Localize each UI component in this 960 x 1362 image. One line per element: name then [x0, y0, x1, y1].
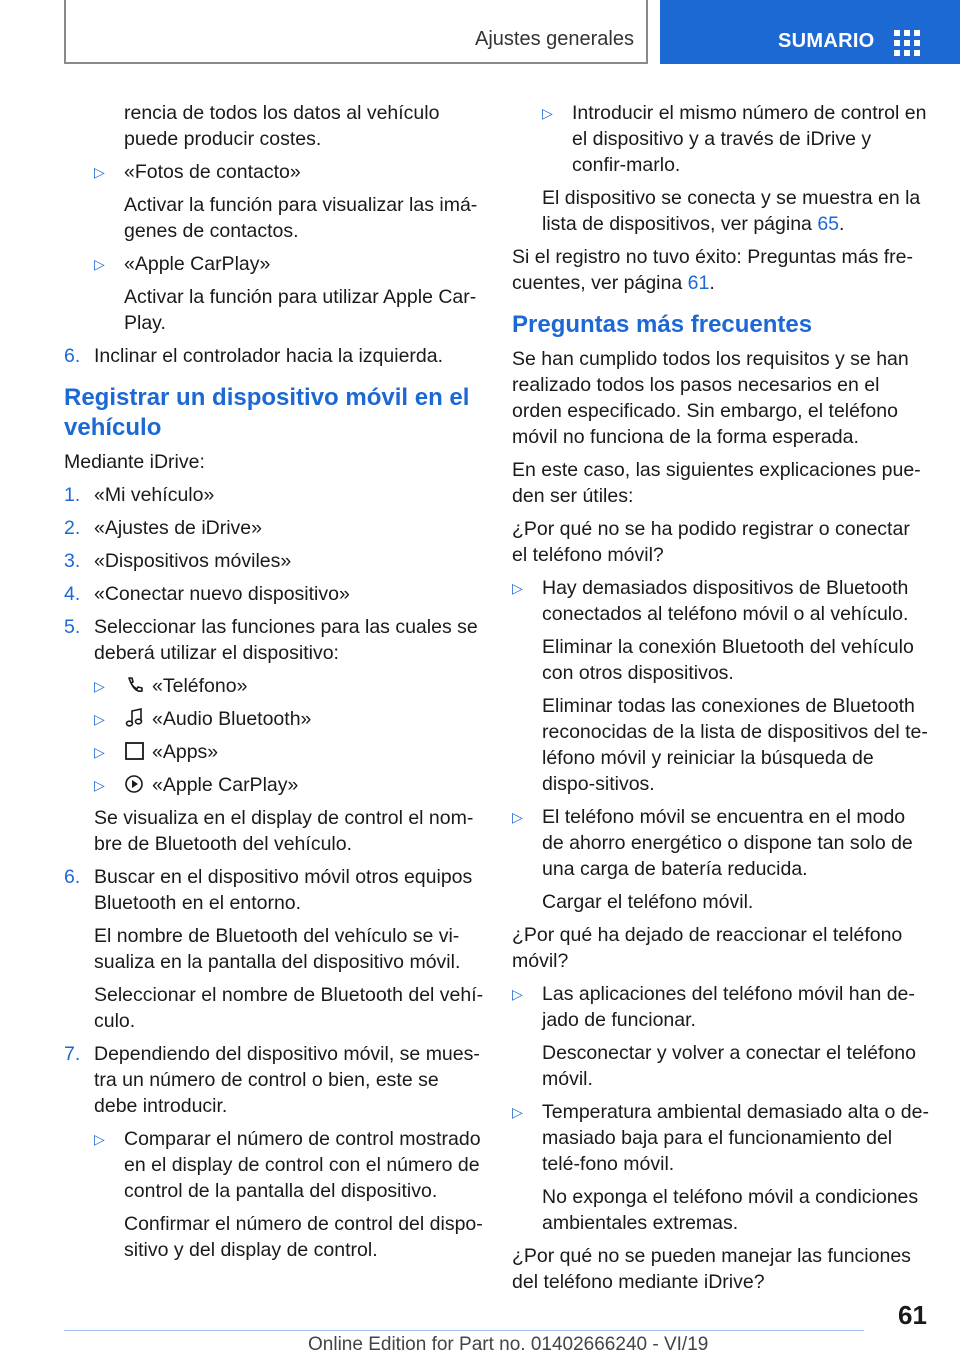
step-text: Dependiendo del dispositivo móvil, se mues-tra un número de control o bien, este se debe introducir. — [94, 1043, 480, 1117]
step-number: 2. — [64, 517, 81, 539]
bullet-text: Introducir el mismo número de control en el dispositivo y a través de iDrive y confir-marlo. — [572, 102, 927, 176]
step-text: Seleccionar las funciones para las cuales se deberá utilizar el dispositivo: — [94, 616, 478, 664]
step-number: 1. — [64, 484, 81, 506]
footer-divider — [64, 1330, 864, 1331]
bullet-triangle-icon: ▷ — [94, 164, 105, 180]
bullet-text: «Apple CarPlay» — [124, 253, 271, 275]
bullet-triangle-icon: ▷ — [94, 1131, 105, 1147]
option-item — [64, 772, 484, 798]
question: ¿Por qué ha dejado de reaccionar el teléfono móvil? — [512, 924, 903, 972]
page-number: 61 — [898, 1300, 927, 1330]
numbered-step — [64, 864, 484, 916]
paragraph: Activar la función para utilizar Apple Car-Play. — [124, 286, 477, 334]
option-label: «Teléfono» — [152, 675, 248, 697]
paragraph: Se han cumplido todos los requisitos y se han realizado todos los pasos necesarios en el orden especificado. Sin embargo, el teléfono móvil no funciona de la forma esperada. — [512, 348, 909, 448]
sumario-label: SUMARIO — [778, 30, 875, 52]
apps-square-icon — [124, 741, 146, 761]
bullet-item — [512, 1099, 930, 1177]
numbered-step — [64, 548, 484, 574]
page-link-65[interactable]: 65 — [817, 213, 840, 235]
bullet-triangle-icon: ▷ — [94, 777, 105, 793]
paragraph: No exponga el teléfono móvil a condiciones ambientales extremas. — [542, 1186, 919, 1234]
bullet-triangle-icon: ▷ — [94, 678, 105, 694]
step-text: «Dispositivos móviles» — [94, 550, 292, 572]
step-text: «Mi vehículo» — [94, 484, 215, 506]
numbered-step — [64, 515, 484, 541]
paragraph: El nombre de Bluetooth del vehículo se vi-sualiza en la pantalla del dispositivo móvil. — [94, 925, 461, 973]
paragraph: rencia de todos los datos al vehículo puede producir costes. — [124, 102, 440, 150]
section-title: Ajustes generales — [475, 28, 634, 50]
paragraph: Mediante iDrive: — [64, 451, 205, 473]
paragraph: Confirmar el número de control del dispo-sitivo y del display de control. — [124, 1213, 483, 1261]
paragraph: El dispositivo se conecta y se muestra en la lista de dispositivos, ver página 65. — [542, 187, 921, 235]
bullet-text: Temperatura ambiental demasiado alta o de-masiado baja para el funcionamiento del telé-fono móvil. — [542, 1101, 929, 1175]
paragraph: En este caso, las siguientes explicaciones pue-den ser útiles: — [512, 459, 921, 507]
carplay-icon — [124, 774, 146, 794]
bullet-text: «Fotos de contacto» — [124, 161, 301, 183]
bullet-item — [64, 251, 484, 277]
header-title-box — [64, 0, 648, 64]
bullet-triangle-icon: ▷ — [94, 711, 105, 727]
numbered-step — [64, 343, 484, 369]
step-number: 5. — [64, 616, 81, 638]
numbered-step — [64, 581, 484, 607]
bullet-triangle-icon: ▷ — [542, 105, 553, 121]
option-label: «Apps» — [152, 741, 219, 763]
step-text: Inclinar el controlador hacia la izquierda. — [94, 345, 444, 367]
bullet-item — [512, 100, 930, 178]
question: ¿Por qué no se pueden manejar las funciones del teléfono mediante iDrive? — [512, 1245, 911, 1293]
bullet-text: Hay demasiados dispositivos de Bluetooth conectados al teléfono móvil o al vehículo. — [542, 577, 909, 625]
option-item — [64, 739, 484, 765]
option-item — [64, 673, 484, 699]
bullet-text: El teléfono móvil se encuentra en el modo de ahorro energético o dispone tan solo de una carga de batería reducida. — [542, 806, 913, 880]
step-number: 7. — [64, 1043, 81, 1065]
numbered-step — [64, 482, 484, 508]
numbered-step — [64, 614, 484, 666]
option-item — [64, 706, 484, 732]
music-note-icon — [124, 708, 146, 728]
paragraph: Cargar el teléfono móvil. — [542, 891, 754, 913]
question: ¿Por qué no se ha podido registrar o conectar el teléfono móvil? — [512, 518, 910, 566]
paragraph: Activar la función para visualizar las imá-genes de contactos. — [124, 194, 478, 242]
paragraph: Seleccionar el nombre de Bluetooth del vehí-culo. — [94, 984, 484, 1032]
bullet-triangle-icon: ▷ — [512, 580, 523, 596]
right-column — [512, 100, 930, 1302]
bullet-item — [512, 981, 930, 1033]
bullet-triangle-icon: ▷ — [512, 1104, 523, 1120]
bullet-triangle-icon: ▷ — [512, 809, 523, 825]
step-text: «Ajustes de iDrive» — [94, 517, 262, 539]
option-label: «Apple CarPlay» — [152, 774, 299, 796]
step-number: 4. — [64, 583, 81, 605]
sumario-button[interactable] — [660, 0, 960, 64]
step-number: 3. — [64, 550, 81, 572]
paragraph: Si el registro no tuvo éxito: Preguntas más fre-cuentes, ver página 61. — [512, 246, 914, 294]
bullet-item — [64, 1126, 484, 1204]
page-link-61[interactable]: 61 — [687, 272, 710, 294]
edition-footer: Online Edition for Part no. 01402666240 - VI/19 — [308, 1334, 709, 1355]
bullet-item — [64, 159, 484, 185]
section-heading: Preguntas más frecuentes — [512, 311, 813, 338]
grid-menu-icon — [894, 30, 922, 56]
bullet-text: Comparar el número de control mostrado en el display de control con el número de control de la pantalla del dispositivo. — [124, 1128, 481, 1202]
step-number: 6. — [64, 866, 81, 888]
bullet-item — [512, 575, 930, 627]
left-column — [64, 100, 484, 1270]
bullet-triangle-icon: ▷ — [94, 744, 105, 760]
option-label: «Audio Bluetooth» — [152, 708, 312, 730]
step-text: «Conectar nuevo dispositivo» — [94, 583, 350, 605]
bullet-item — [512, 804, 930, 882]
bullet-triangle-icon: ▷ — [512, 986, 523, 1002]
bullet-triangle-icon: ▷ — [94, 256, 105, 272]
step-text: Buscar en el dispositivo móvil otros equipos Bluetooth en el entorno. — [94, 866, 473, 914]
phone-icon — [124, 675, 146, 695]
paragraph: Eliminar la conexión Bluetooth del vehículo con otros dispositivos. — [542, 636, 914, 684]
paragraph: Desconectar y volver a conectar el teléfono móvil. — [542, 1042, 916, 1090]
paragraph: Eliminar todas las conexiones de Bluetooth reconocidas de la lista de dispositivos del te-léfono móvil y reiniciar la búsqueda de dispo-sitivos. — [542, 695, 928, 795]
section-heading: Registrar un dispositivo móvil en el vehículo — [64, 384, 470, 441]
paragraph: Se visualiza en el display de control el nom-bre de Bluetooth del vehículo. — [94, 807, 474, 855]
bullet-text: Las aplicaciones del teléfono móvil han de-jado de funcionar. — [542, 983, 915, 1031]
step-number: 6. — [64, 345, 81, 367]
numbered-step — [64, 1041, 484, 1119]
